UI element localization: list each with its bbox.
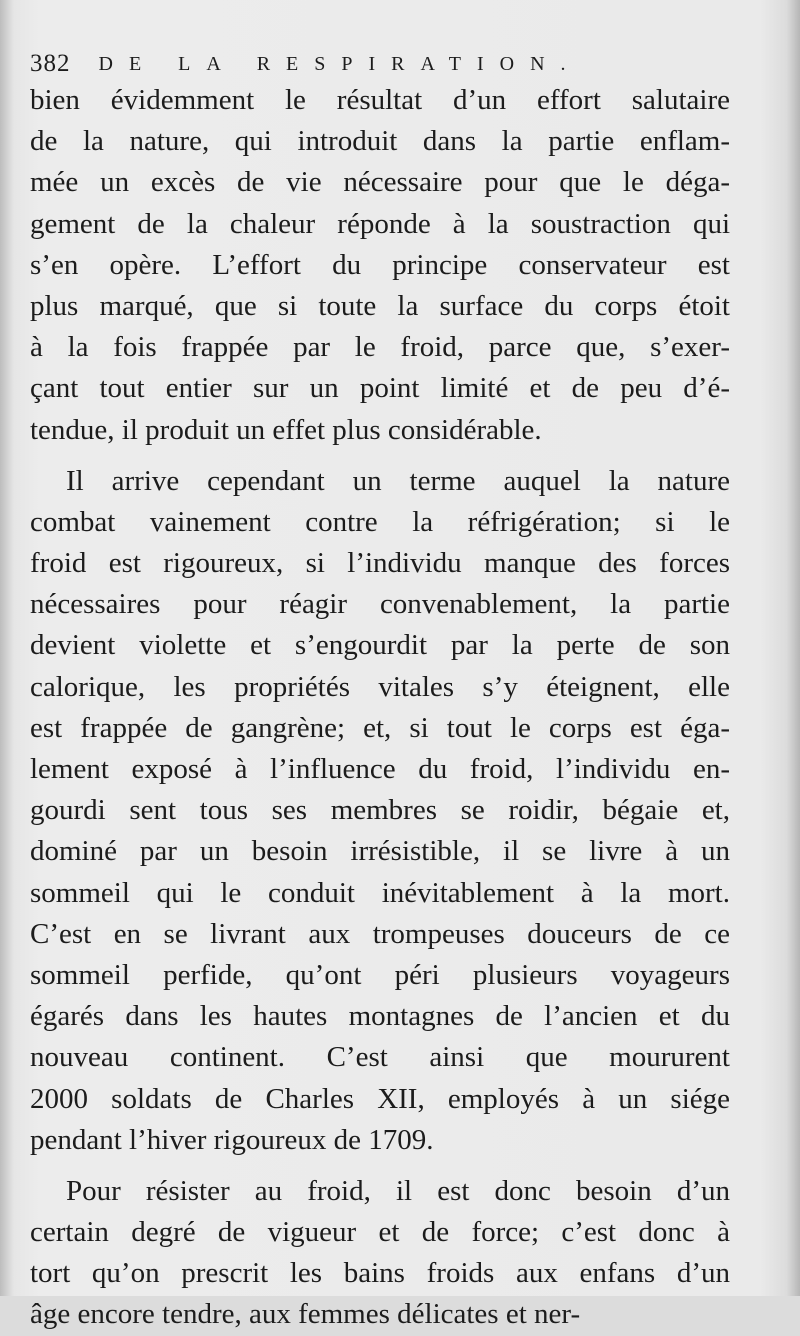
text-line: çant tout entier sur un point limité et de peu d’é- <box>30 372 730 405</box>
body-text <box>30 80 730 1336</box>
text-line: lement exposé à l’influence du froid, l’individu en- <box>30 753 730 785</box>
text-line: à la fois frappée par le froid, parce que, s’exer- <box>30 331 730 364</box>
page-header <box>30 44 770 84</box>
paragraph <box>30 1171 730 1336</box>
text-line: devient violette et s’engourdit par la perte de son <box>30 629 730 662</box>
text-line: 2000 soldats de Charles XII, employés à un siége <box>30 1082 730 1115</box>
text-line: calorique, les propriétés vitales s’y éteignent, elle <box>30 670 730 703</box>
text-line: pendant l’hiver rigoureux de 1709. <box>30 1123 434 1156</box>
paragraph-gap <box>30 1161 730 1171</box>
text-line: est frappée de gangrène; et, si tout le corps est éga- <box>30 711 730 744</box>
text-line: dominé par un besoin irrésistible, il se livre à un <box>30 835 730 868</box>
paragraph-gap <box>30 451 730 461</box>
text-line: Pour résister au froid, il est donc besoin d’un <box>66 1174 730 1207</box>
text-line: plus marqué, que si toute la surface du corps étoit <box>30 289 730 322</box>
text-line: froid est rigoureux, si l’individu manque des forces <box>30 547 730 580</box>
text-line: gourdi sent tous ses membres se roidir, bégaie et, <box>30 794 730 827</box>
running-head: DE LA RESPIRATION. <box>98 52 582 75</box>
text-line: bien évidemment le résultat d’un effort salutaire <box>30 84 730 116</box>
text-line: mée un excès de vie nécessaire pour que le déga- <box>30 166 730 199</box>
text-line: C’est en se livrant aux trompeuses douceurs de ce <box>30 917 730 950</box>
text-line: âge encore tendre, aux femmes délicates et ner- <box>30 1298 581 1331</box>
text-line: combat vainement contre la réfrigération; si le <box>30 505 730 538</box>
paragraph <box>30 461 730 1161</box>
text-line: nouveau continent. C’est ainsi que moururent <box>30 1041 730 1074</box>
paragraph <box>30 80 730 451</box>
text-line: s’en opère. L’effort du principe conservateur est <box>30 248 730 281</box>
text-line: certain degré de vigueur et de force; c’est donc à <box>30 1216 730 1249</box>
page-number: 382 <box>30 50 71 77</box>
text-line: nécessaires pour réagir convenablement, la partie <box>30 588 730 621</box>
text-line: sommeil perfide, qu’ont péri plusieurs voyageurs <box>30 958 730 991</box>
text-line: égarés dans les hautes montagnes de l’ancien et du <box>30 1000 730 1033</box>
text-line: tort qu’on prescrit les bains froids aux enfans d’un <box>30 1257 730 1290</box>
text-line: gement de la chaleur réponde à la soustraction qui <box>30 207 730 240</box>
text-line: sommeil qui le conduit inévitablement à la mort. <box>30 876 730 909</box>
text-line: tendue, il produit un effet plus considérable. <box>30 413 542 446</box>
page-edge-shadow <box>786 0 800 1296</box>
text-line: de la nature, qui introduit dans la partie enflam- <box>30 125 730 158</box>
text-line: Il arrive cependant un terme auquel la nature <box>66 464 730 497</box>
